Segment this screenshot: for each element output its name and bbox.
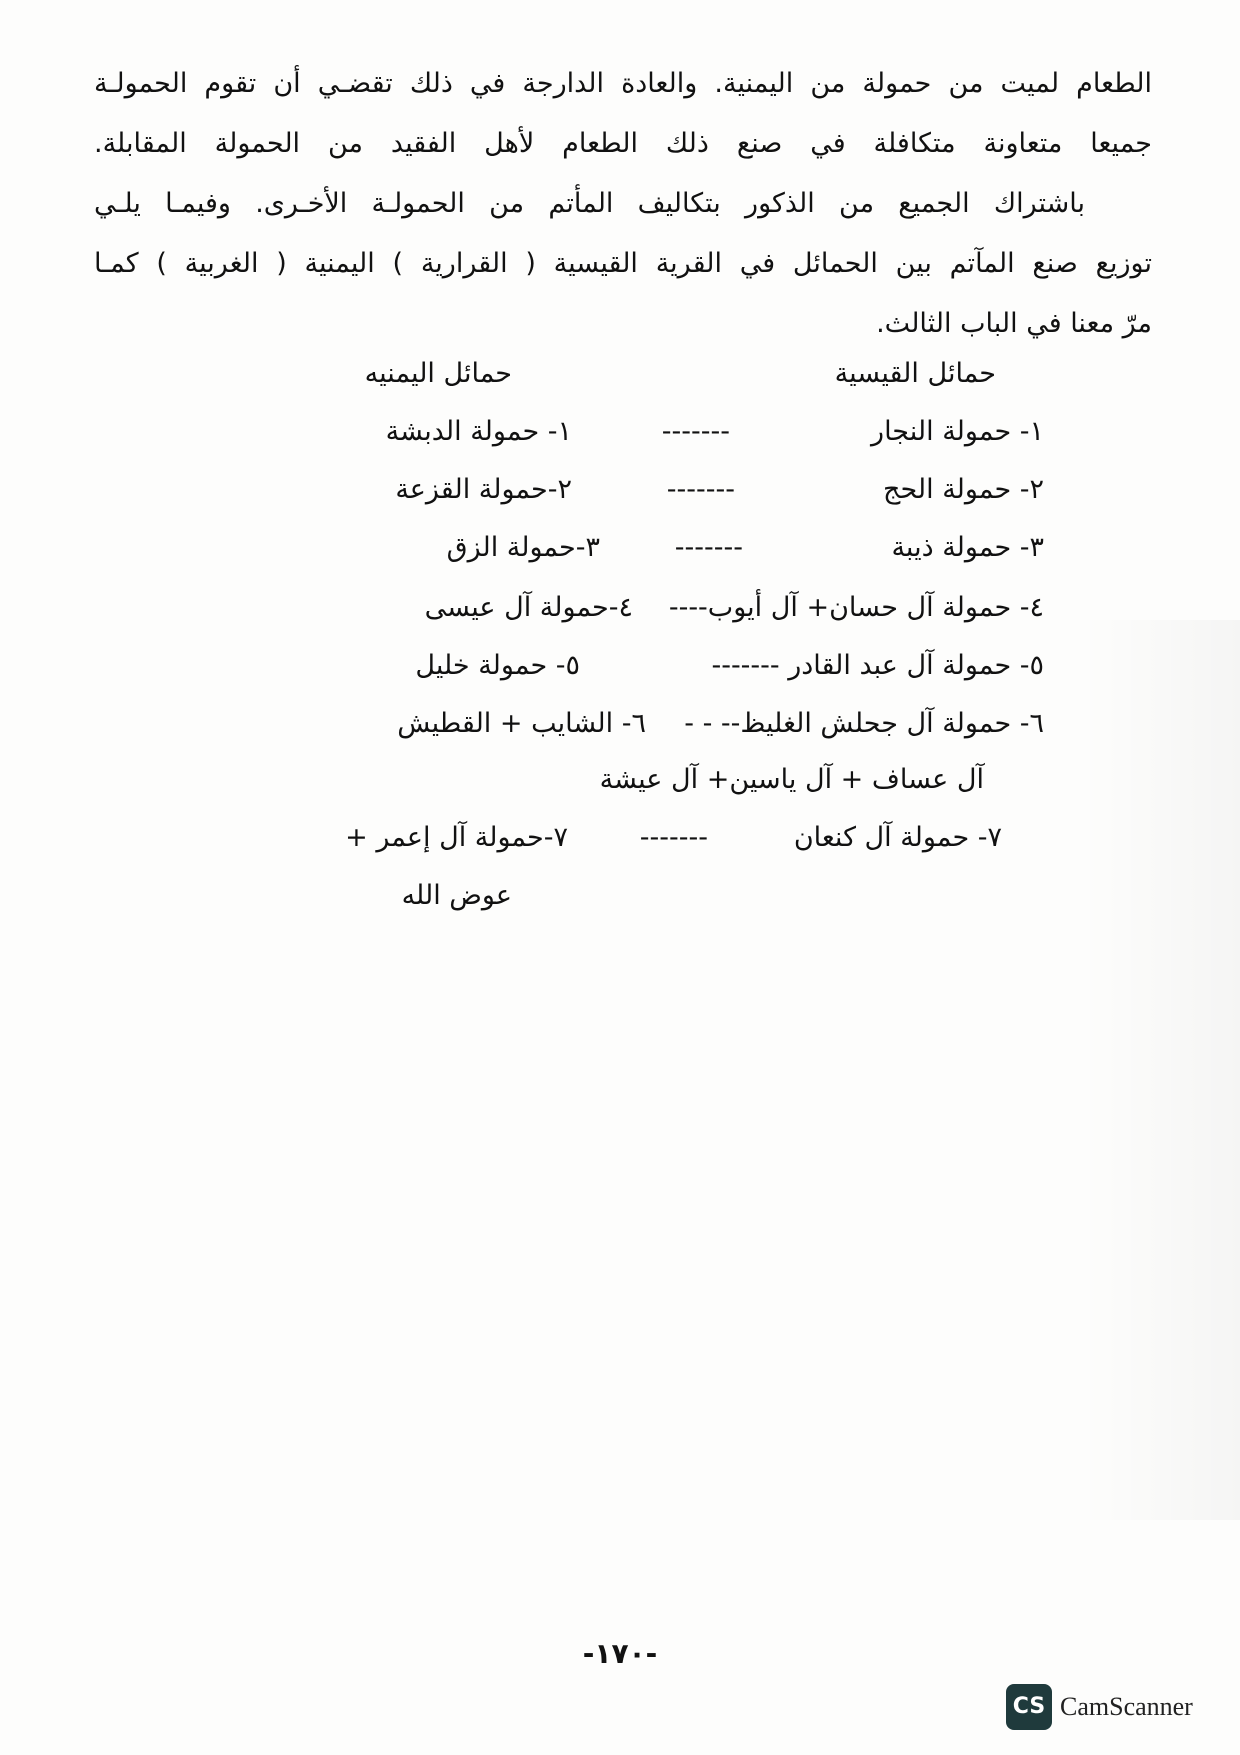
yamani-clan-4: ٤-حمولة آل عيسى: [424, 592, 633, 623]
camscanner-label: CamScanner: [1060, 1692, 1193, 1721]
qaysi-clan-3: ٣- حمولة ذيبة: [891, 532, 1044, 563]
yamani-clan-2: ٢-حمولة القزعة: [395, 474, 572, 505]
header-qaysiya: حمائل القيسية: [834, 358, 996, 389]
yamani-clan-6-cont: آل عساف + آل ياسين+ آل عيشة: [599, 764, 984, 795]
qaysi-clan-7: ٧- حمولة آل كنعان: [793, 822, 1002, 853]
row-separator-7: -------: [639, 822, 708, 853]
yamani-clan-7-cont: عوض الله: [401, 880, 512, 911]
qaysi-clan-5: ٥- حمولة آل عبد القادر -------: [711, 650, 1044, 681]
paragraph-line-2: جميعا متعاونة متكافلة في صنع ذلك الطعام لأهل الفقيد من الحمولة المقابلة.: [94, 128, 1152, 159]
camscanner-logo-icon: CS: [1006, 1684, 1052, 1730]
qaysi-clan-2: ٢- حمولة الحج: [883, 474, 1044, 505]
qaysi-clan-6: ٦- حمولة آل جحلش الغليظ-- - -: [684, 708, 1044, 739]
yamani-clan-3: ٣-حمولة الزق: [446, 532, 600, 563]
yamani-clan-5: ٥- حمولة خليل: [415, 650, 580, 681]
page-number: -١٧٠-: [582, 1637, 658, 1670]
row-separator-1: -------: [661, 416, 730, 447]
yamani-clan-1: ١- حمولة الدبشة: [385, 416, 572, 447]
qaysi-clan-1: ١- حمولة النجار: [871, 416, 1044, 447]
paragraph-line-3: باشتراك الجميع من الذكور بتكاليف المأتم من الحمولـة الأخـرى. وفيمـا يلـي: [94, 188, 1085, 219]
paragraph-line-4: توزيع صنع المآتم بين الحمائل في القرية القيسية ( القرارية ) اليمنية ( الغربية ) كمـا: [94, 248, 1152, 279]
yamani-clan-6: ٦- الشايب + القطيش: [397, 708, 646, 739]
yamani-clan-7: ٧-حمولة آل إعمر +: [345, 822, 568, 853]
paragraph-line-5: مرّ معنا في الباب الثالث.: [876, 308, 1152, 339]
header-yamaniya: حمائل اليمنيه: [364, 358, 512, 389]
row-separator-2: -------: [666, 474, 735, 505]
scan-shadow: [1080, 620, 1240, 1520]
row-separator-3: -------: [674, 532, 743, 563]
qaysi-clan-4: ٤- حمولة آل حسان+ آل أيوب----: [668, 592, 1044, 623]
camscanner-watermark: [1006, 1682, 1228, 1734]
paragraph-line-1: الطعام لميت من حمولة من اليمنية. والعادة الدارجة في ذلك تقضـي أن تقوم الحمولـة: [94, 68, 1152, 99]
